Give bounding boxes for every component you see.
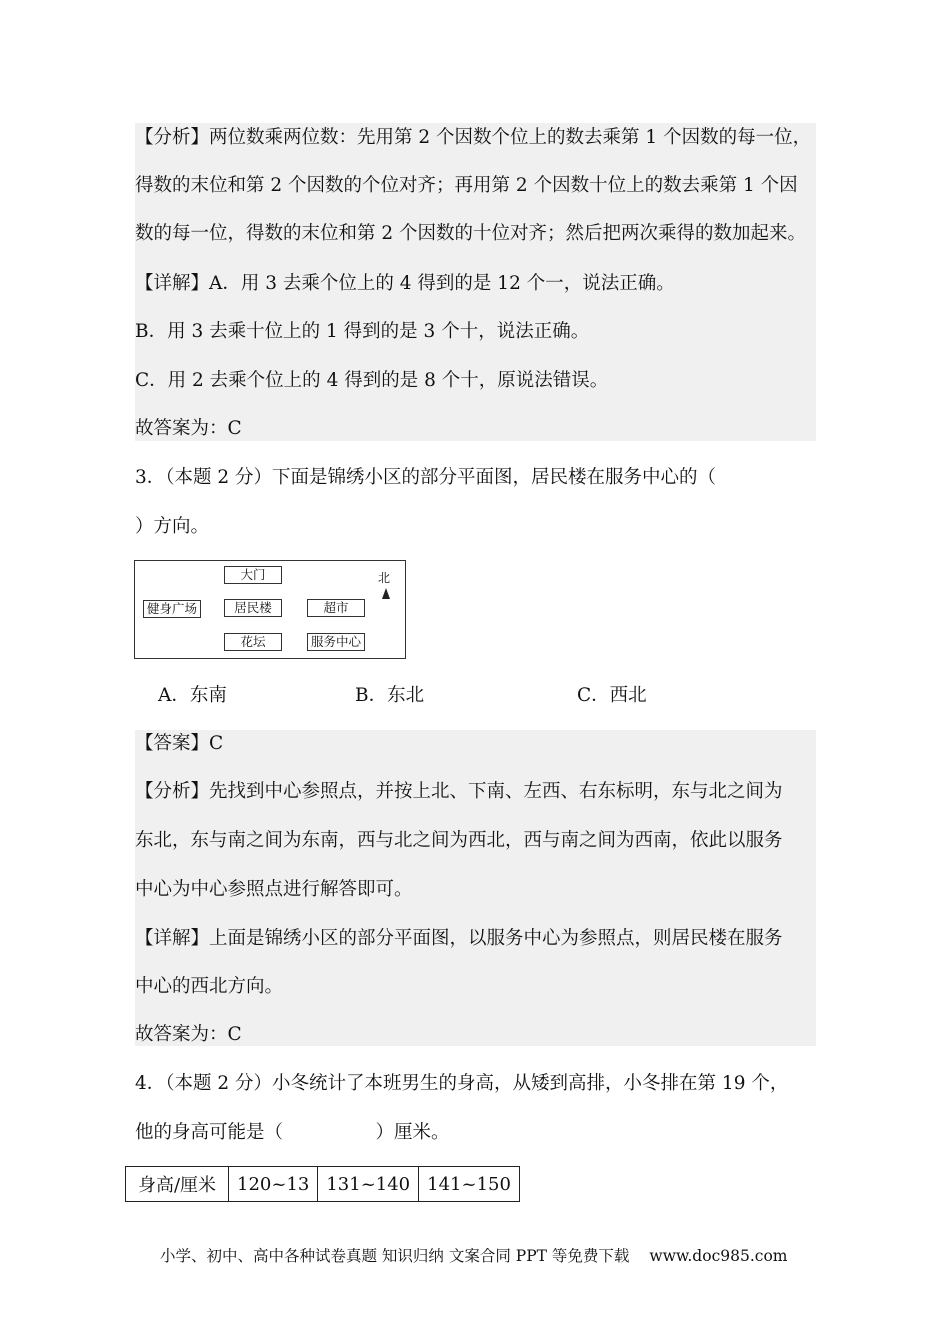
footer-url[interactable]: www.doc985.com — [649, 1247, 788, 1265]
detail-line: 【详解】上面是锦绣小区的部分平面图，以服务中心为参照点，则居民楼在服务 — [135, 928, 783, 949]
footer — [160, 1244, 787, 1266]
map-residential: 居民楼 — [224, 599, 282, 617]
table-cell: 120~13 — [229, 1167, 318, 1202]
analysis-line: 得数的末位和第 2 个因数的个位对齐；再用第 2 个因数十位上的数去乘第 1 个因 — [135, 175, 798, 196]
table-cell: 141~150 — [419, 1167, 520, 1202]
map-gate: 大门 — [224, 566, 282, 584]
option-a: A．东南 — [158, 685, 227, 706]
map-supermarket: 超市 — [307, 599, 365, 617]
answer-line: 【答案】C — [135, 733, 224, 754]
map-garden: 花坛 — [224, 633, 282, 651]
option-c: C．西北 — [577, 685, 647, 706]
answer-conclusion: 故答案为：C — [135, 1024, 242, 1045]
analysis-line: 数的每一位，得数的末位和第 2 个因数的十位对齐；然后把两次乘得的数加起来。 — [135, 223, 807, 244]
question-4-text: 他的身高可能是（ ）厘米。 — [135, 1122, 450, 1143]
height-table — [125, 1166, 520, 1202]
detail-line: C．用 2 去乘个位上的 4 得到的是 8 个十，原说法错误。 — [135, 370, 609, 391]
detail-line: 中心的西北方向。 — [135, 976, 284, 997]
north-arrow-icon — [382, 588, 390, 599]
footer-text: 小学、初中、高中各种试卷真题 知识归纳 文案合同 PPT 等免费下载 — [160, 1247, 630, 1265]
north-label: 北 — [378, 571, 391, 585]
detail-line: B．用 3 去乘十位上的 1 得到的是 3 个十，说法正确。 — [135, 321, 590, 342]
table-row — [126, 1167, 520, 1202]
map-gym: 健身广场 — [143, 600, 201, 618]
analysis-line: 【分析】两位数乘两位数：先用第 2 个因数个位上的数去乘第 1 个因数的每一位， — [135, 127, 812, 148]
question-3-text: ）方向。 — [135, 516, 210, 537]
analysis-line: 【分析】先找到中心参照点，并按上北、下南、左西、右东标明，东与北之间为 — [135, 781, 783, 802]
analysis-line: 东北，东与南之间为东南，西与北之间为西北，西与南之间为西南，依此以服务 — [135, 830, 783, 851]
analysis-line: 中心为中心参照点进行解答即可。 — [135, 879, 413, 900]
question-3-text: 3．（本题 2 分）下面是锦绣小区的部分平面图，居民楼在服务中心的（ — [135, 467, 717, 488]
community-map — [134, 560, 406, 659]
table-cell: 131~140 — [318, 1167, 419, 1202]
map-service-center: 服务中心 — [307, 633, 365, 651]
detail-line: 【详解】A．用 3 去乘个位上的 4 得到的是 12 个一，说法正确。 — [135, 273, 675, 294]
answer-conclusion: 故答案为：C — [135, 418, 242, 439]
table-header-cell: 身高/厘米 — [126, 1167, 229, 1202]
option-b: B．东北 — [355, 685, 425, 706]
question-4-text: 4．（本题 2 分）小冬统计了本班男生的身高，从矮到高排，小冬排在第 19 个， — [135, 1073, 789, 1094]
